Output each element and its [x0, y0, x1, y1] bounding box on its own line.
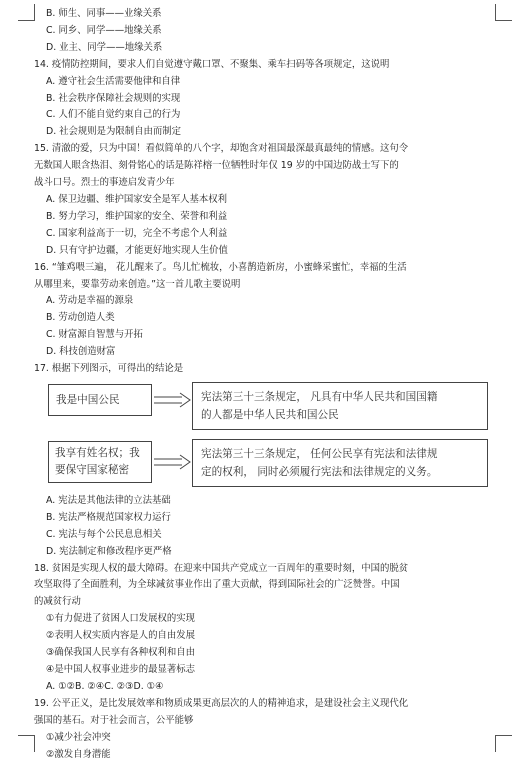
answer-option-line: D. 社会规则是为限制自由而制定 — [46, 126, 182, 138]
answer-option-line: ①有力促进了贫困人口发展权的实现 — [46, 613, 196, 625]
diagram-box-citizen-text: 我是中国公民 — [56, 393, 120, 406]
answer-option-line: B. 努力学习，维护国家的安全、荣誉和利益 — [46, 210, 228, 222]
answer-option-line: A. 宪法是其他法律的立法基础 — [46, 494, 171, 506]
answer-option-line: B. 劳动创造人类 — [46, 312, 115, 324]
diagram-text-line: 的人都是中华人民共和国公民 — [201, 408, 339, 421]
diagram-text-line: 我享有姓名权；我 — [55, 446, 140, 459]
diagram-text-line: 宪法第三十三条规定， 任何公民享有宪法和法律规 — [201, 447, 438, 460]
answer-option-line: A. 保卫边疆、维护国家安全是军人基本权利 — [46, 193, 227, 205]
answer-option-line: D. 宪法制定和修改程序更严格 — [46, 545, 172, 557]
diagram-text-line: 要保守国家秘密 — [55, 463, 130, 476]
answer-option-line: A. 劳动是幸福的源泉 — [46, 295, 134, 307]
answer-option-line: C. 宪法与每个公民息息相关 — [46, 528, 162, 540]
question-text-line: 攻坚取得了全面胜利，为全球减贫事业作出了重大贡献，得到国际社会的广泛赞誉。中国 — [34, 579, 400, 591]
question-17-diagram — [34, 382, 506, 490]
exam-page — [34, 6, 506, 763]
corner-mark-bottom-left — [18, 735, 35, 752]
answer-option-line: ④是中国人权事业进步的最显著标志 — [46, 664, 196, 675]
question-text-line: 的减贫行动 — [34, 596, 81, 608]
diagram-box-citizen — [48, 384, 152, 416]
questions-17-19 — [34, 493, 506, 764]
question-text-line: 强国的基石。对于社会而言，公平能够 — [34, 714, 194, 726]
answer-option-line: D. 只有守护边疆，才能更好地实现人生价值 — [46, 244, 228, 256]
questions-13-17 — [34, 6, 506, 378]
answer-option-line: C. 同乡、同学——地缘关系 — [46, 24, 162, 36]
answer-option-line: A. 遵守社会生活需要他律和自律 — [46, 75, 181, 87]
answer-option-line: C. 财富源自智慧与开拓 — [46, 329, 143, 341]
answer-option-line: B. 师生、同事——业缘关系 — [46, 8, 162, 19]
answer-option-line: B. 宪法严格规范国家权力运行 — [46, 511, 171, 523]
question-text-line: 18. 贫困是实现人权的最大障碍。在迎来中国共产党成立一百周年的重要时刻，中国的脱贫 — [34, 562, 409, 574]
diagram-arrow-2-icon — [154, 454, 192, 470]
answer-option-line: C. 人们不能自觉约束自己的行为 — [46, 109, 181, 121]
question-text-line: 19. 公平正义，是比发展效率和物质成果更高层次的人的精神追求，是建设社会主义现代化 — [34, 697, 409, 709]
answer-option-line: ①减少社会冲突 — [46, 731, 111, 743]
diagram-text-line: 定的权利， 同时必须履行宪法和法律规定的义务。 — [201, 465, 438, 478]
answer-option-line: ②激发自身潜能 — [46, 748, 111, 760]
answer-option-line: B. 社会秩序保障社会规则的实现 — [46, 92, 181, 104]
answer-option-line: D. 科技创造财富 — [46, 346, 116, 358]
diagram-text-line: 宪法第三十三条规定， 凡具有中华人民共和国国籍 — [201, 390, 438, 403]
question-text-line: 15. 清澈的爱，只为中国！看似简单的八个字，却饱含对祖国最深最真最纯的情感。这句令 — [34, 143, 409, 155]
diagram-box-rights-duties — [48, 441, 152, 483]
question-text-line: 从哪里来，要靠劳动来创造。”这一首儿歌主要说明 — [34, 278, 241, 290]
question-text-line: 17. 根据下列图示，可得出的结论是 — [34, 363, 184, 375]
question-text-line: 16. “雏鸡喂三遍， 花儿醒来了。鸟儿忙梳妆，小喜鹊造新房，小蜜蜂采蜜忙，幸福的生活 — [34, 261, 407, 273]
answer-option-line: A. ①②B. ②④C. ②③D. ①④ — [46, 680, 164, 692]
question-text-line: 无数国人眼含热泪、刻骨铭心的话是陈祥榕一位牺牲时年仅 19 岁的中国边防战士写下的 — [34, 160, 399, 172]
diagram-arrow-1-icon — [154, 392, 192, 408]
question-text-line: 战斗口号。烈士的事迹启发青少年 — [34, 177, 175, 189]
diagram-box-constitution-33-rights — [192, 439, 488, 487]
corner-mark-top-left — [18, 4, 35, 21]
question-text-line: 14. 疫情防控期间，要求人们自觉遵守戴口罩、不聚集、乘车扫码等各项规定，这说明 — [34, 58, 390, 70]
answer-option-line: C. 国家利益高于一切，完全不考虑个人利益 — [46, 227, 228, 239]
diagram-box-constitution-33-citizenship — [192, 382, 488, 430]
answer-option-line: D. 业主、同学——地缘关系 — [46, 41, 163, 53]
answer-option-line: ②表明人权实质内容是人的自由发展 — [46, 630, 196, 642]
answer-option-line: ③确保我国人民享有各种权利和自由 — [46, 647, 196, 659]
